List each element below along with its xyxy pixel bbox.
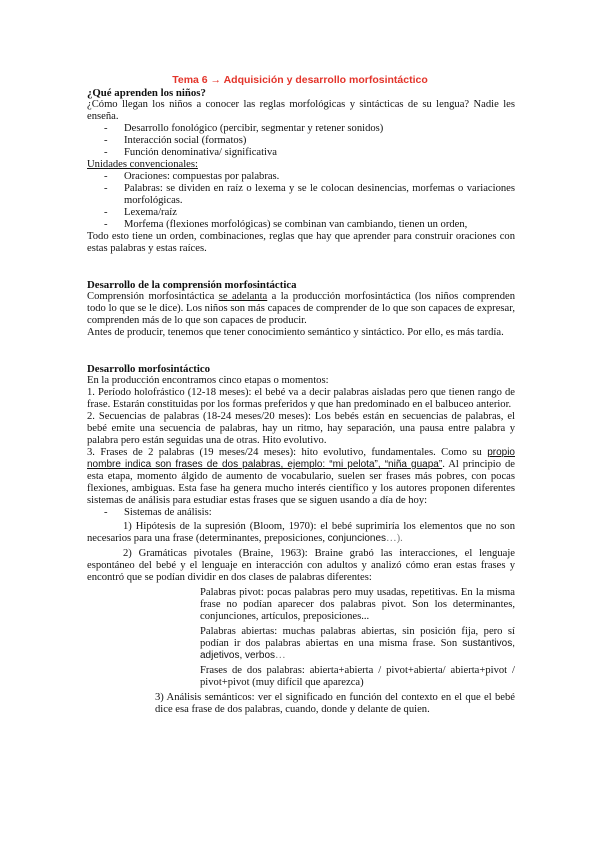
document-body [87, 87, 515, 716]
list-item: - Sistemas de análisis: [104, 507, 212, 518]
section-heading-comprension: Desarrollo de la comprensión morfosintáctica [87, 279, 297, 291]
paragraph: ¿Cómo llegan los niños a conocer las reglas morfológicas y sintácticas de su lengua? Nadie les enseña. [87, 99, 515, 122]
paragraph: Todo esto tiene un orden, combinaciones, reglas que hay que aprender para construir oraciones con estas palabras y estas raíces. [87, 231, 515, 254]
list-item: - Palabras: se dividen en raíz o lexema y se le colocan desinencias, morfemas o variaciones morfológicas. [104, 183, 515, 206]
list-item: - Morfema (flexiones morfológicas) se combinan van cambiando, tienen un orden, [104, 219, 468, 230]
paragraph: Comprensión morfosintáctica se adelanta a la producción morfosintáctica (los niños comprenden todo lo que se le dice). Los niños son más capaces de comprender de lo que son capaces de expresar, comprenden más de lo que son capaces de producir. [87, 291, 516, 326]
list-item: - Lexema/raíz [104, 207, 177, 218]
two-word-phrases: Frases de dos palabras: abierta+abierta / pivot+abierta/ abierta+pivot / pivot+pivot (muy difícil que aparezca) [200, 665, 515, 688]
hypothesis-1: 1) Hipótesis de la supresión (Bloom, 1970): el bebé suprimiría los elementos que no son necesarios para una frase (determinantes, preposiciones, conjunciones…). [87, 521, 515, 544]
list-item: - Función denominativa/ significativa [104, 147, 277, 158]
stage-1: 1. Período holofrástico (12-18 meses): el bebé va a decir palabras aisladas pero que tienen rango de frase. Estarán constituidas por los formas preferidos y que han predominado en el balbuceo anterior. [87, 387, 515, 410]
list-item: - Oraciones: compuestas por palabras. [104, 171, 280, 182]
section-heading-que-aprenden: ¿Qué aprenden los niños? [87, 87, 206, 99]
paragraph: Antes de producir, tenemos que tener conocimiento semántico y sintáctico. Por ello, es más tardía. [87, 327, 504, 338]
hypothesis-2: 2) Gramáticas pivotales (Braine, 1963): Braine grabó las interacciones, el lenguaje espontáneo del bebé y el lenguaje en interacción con adultos y analizó cómo eran estas frases y encontró que se podían dividir en dos clases de palabras diferentes: [87, 548, 515, 583]
page-title: Tema 6 → Adquisición y desarrollo morfosintáctico [172, 74, 428, 86]
paragraph: En la producción encontramos cinco etapas o momentos: [87, 375, 329, 386]
list-item: - Interacción social (formatos) [104, 135, 247, 146]
units-label: Unidades convencionales: [87, 159, 198, 170]
section-heading-desarrollo: Desarrollo morfosintáctico [87, 363, 211, 375]
stage-2: 2. Secuencias de palabras (18-24 meses/20 meses): Los bebés están en secuencias de palabras, el bebé emite una secuencia de palabras, hay un ritmo, hay separación, una pausa entre palabra y palabra pero están seguidas una de otras. Hito evolutivo. [87, 411, 515, 446]
hypothesis-3: 3) Análisis semánticos: ver el significado en función del contexto en el que el bebé dice esa frase de dos palabras, cuando, donde y delante de quien. [155, 692, 515, 715]
open-words: Palabras abiertas: muchas palabras abiertas, sin posición fija, pero sí podían ir dos palabras abiertas en una misma frase. Son sustantivos, adjetivos, verbos… [200, 626, 515, 661]
pivot-words: Palabras pivot: pocas palabras pero muy usadas, repetitivas. En la misma frase no podían aparecer dos palabras pivot. Son los determinantes, conjunciones, artículos, preposiciones... [200, 587, 515, 622]
stage-3: 3. Frases de 2 palabras (19 meses/24 meses): hito evolutivo, fundamentales. Como su propio nombre indica son frases de dos palabras, ejemplo: “mi pelota”, “niña guapa”. Al principio de esta etapa, momento álgido de aumento de vocabulario, suelen ser frases más pobres, con pocas flexiones, ambiguas. Esta fase ha genera mucho interés científico y los autores proponen diferentes sistemas de análisis para estudiar estas frases que se siguen usando a día de hoy: [87, 447, 515, 506]
list-item: - Desarrollo fonológico (percibir, segmentar y retener sonidos) [104, 123, 384, 134]
